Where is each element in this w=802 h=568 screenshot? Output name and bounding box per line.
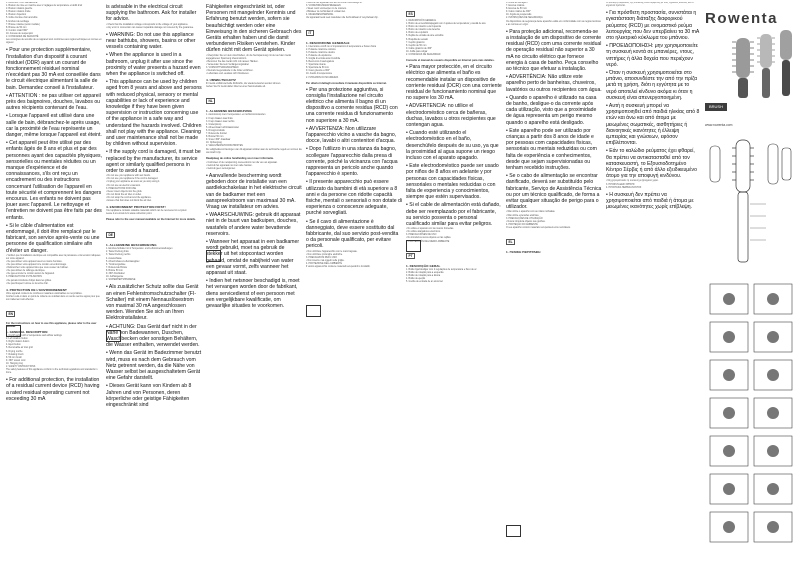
en-precautions-text: • Do not use your appliance with wet hands. • Do not use your appliance if the cord is damaged. • Unplug your appliance as soon as you stop using it. • Do not use an electric extension. 3. PRECAUTIONS FOR USE • Never insert objects into the grids. • Do not block the air inlet or outlet. • Do not wrap the cord around the appliance. • Ensure that hair does not block the air inlet. — [106, 175, 160, 203]
nl-online-note: Raadpleeg de online handleiding voor meer informatie. — [206, 156, 274, 160]
step-illustrations — [710, 284, 792, 542]
column-es-pt — [406, 2, 502, 566]
el-warning-rcd: • Για πρόσθετη προστασία, συνιστάται η εγκατάσταση διάταξης διαφορικού ρεύματος (RCD) με ονομαστικό ρεύμα λειτουργίας που δεν υπερβαίνει τα 30 mA στο ηλεκτρικό κύκλωμα του μπάνιου. — [606, 10, 700, 41]
product-photo-illustration — [732, 28, 798, 104]
en-warning-rcd: • For additional protection, the installation of a residual current device (RCD) having a rated residual operating current not exceeding 30 mA — [6, 377, 100, 402]
es-online-note: Consulte el manual de usuario disponible en Internet para más detalles. — [406, 59, 495, 63]
el-warning-cord: • Εάν το καλώδιο ρεύματος έχει φθαρεί, θα πρέπει να αντικατασταθεί από τον κατασκευαστή, το Εξουσιοδοτημένο Κέντρο Σέρβις ή από άλλο εξειδικευμένο άτομο για την αποφυγή κινδύνου. — [606, 148, 697, 180]
es-warning-water: • ADVERTENCIA: no utilice el electrodoméstico cerca de bañeras, duchas, lavabos u otros recipientes que contengan agua. — [406, 103, 496, 128]
pt-warning-cord: • Se o cabo de alimentação se encontrar danificado, deverá ser substituído pelo fabricante, Serviço de Assistência Técnica ou por um técnico qualificado, de forma a evitar qualquer situação de perigo para o utilizador. — [506, 173, 602, 211]
el-warning-unplug: • Όταν η συσκευή χρησιμοποιείται στο μπάνιο, αποσυνδέστε την από την πρίζα μετά τη χρήση, διότι η εγγύτητα με το νερό αποτελεί κίνδυνο ακόμα κι όταν η συσκευή είναι απενεργοποιημένη. — [606, 70, 698, 101]
en-environment-text: Your appliance contains valuable materials which can be recovered or recycled. Leave it at a local civic waste collection point. — [106, 210, 187, 216]
fr-warning-unplug: • Lorsque l'appareil est utilisé dans une salle de bain, débranchez-le après usage, car la proximité de l'eau représente un danger, même lorsque l'appareil est éteint. — [6, 113, 102, 138]
it-online-note: Per ulteriori dettagli consultare il manuale disponibile su Internet. — [306, 81, 387, 85]
fr-environment-text: Votre appareil contient de nombreux matériaux valorisables ou recyclables. Confiez celui-ci dans un point de collecte ou à défaut dans un centre service agréé pour que son traitement soit effectué. — [6, 292, 100, 301]
lang-badge-el: EL — [506, 239, 515, 245]
de-warning-rcd: • Als zusätzlicher Schutz sollte das Gerät an einen Fehlerstromschutzschalter (FI-Schalter) mit einem Nennauslösestrom von maximal 30 mA angeschlossen werden. Wenden Sie sich an Ihren Elektroinstallateur. — [106, 284, 199, 322]
nl-warning-unplug: • Wanneer het apparaat in een badkamer wordt gebruikt, moet na gebruik de stekker uit het stopcontact worden gehaald, omdat de nabijheid van water een gevaar vormt, zelfs wanneer het apparaat uit staat. — [206, 239, 300, 277]
nl-voltage-text: • Controleer of de netspanning overeenkomt met die van uw apparaat. • Gebruik het apparaat niet met natte handen. • Gebruik geen verlengsnoer. — [206, 161, 278, 170]
es-warning-children: • Este electrodoméstico puede ser usado por niños de 8 años en adelante y por personas con capacidades físicas, sensoriales o mentales reducidas o con falta de experiencia y conocimientos, siempre que estén supervisados. — [406, 163, 499, 201]
de-description-heading: 1. ALLGEMEINE BESCHREIBUNG — [106, 243, 157, 248]
warning-pictogram-de — [206, 250, 221, 262]
fr-warning-children: • Cet appareil peut être utilisé par des enfants âgés de 8 ans et plus et par des personnes ayant des capacités physiques, sensorielles ou mentales réduites ou un manque d'expérience et de connaissances, s'ils ont reçu un encadrement ou des instructions concernant l'utilisation de l'appareil en toute sécurité et comprennent les dangers encourus. Les enfants ne doivent pas jouer avec l'appareil. Le nettoyage et l'entretien ne doivent pas être faits par des enfants. — [6, 140, 102, 221]
en-warning-water: • WARNING: Do not use this appliance near bathtubs, showers, basins or other vessels containing water. — [106, 31, 196, 51]
de-warning-unplug: • Wenn das Gerät im Badezimmer benutzt wird, muss es nach dem Gebrauch vom Netz getrennt werden, da die Nähe von Wasser selbst bei ausgeschaltetem Gerät eine Gefahr darstellt. — [106, 350, 202, 382]
column-fr-en — [6, 2, 102, 566]
fr-warning-cord: • Si le câble d'alimentation est endommagé, il doit être remplacé par le fabricant, son service après-vente ou une personne de qualification similaire afin d'éviter un danger. — [6, 222, 100, 254]
lang-badge-nl: NL — [206, 98, 215, 104]
en-description-heading: 1. GENERAL DESCRIPTION — [6, 330, 48, 335]
it-warning-unplug: • Dopo l'utilizzo in una stanza da bagno, scollegare l'apparecchio dalla presa di corrente, poiché la vicinanza con l'acqua rappresenta un pericolo anche quando l'apparecchio è spento. — [306, 146, 398, 178]
es-precautions-text: • No utilice el aparato con las manos húmedas. • No utilice alargadores eléctricos. 3. PRECAUCIONES DE USO • No introduzca nunca objetos en las rejillas. 4. PROTECCIÓN DEL MEDIO AMBIENTE — [406, 228, 454, 243]
en-warning-unplug: • When the appliance is used in a bathroom, unplug it after use since the proximity of water presents a hazard even when the appliance is switched off. — [106, 52, 201, 78]
fr-warning-water: • ATTENTION : ne pas utiliser cet appareil près des baignoires, douches, lavabos ou autres récipients contenant de l'eau. — [6, 92, 101, 112]
es-description-text: 1. DESCRIPCIÓN GENERAL 1. Botón de encendido/apagado con 2 ajustes de temperatura y caudal de aire 2. Botón de rotación a la izquierda 3. Botón de rotación a la derecha 4. Botón de expulsión 5. Rejilla de entrada de aire extraíble 6. Boquilla de secado 7. Cepillo giratorio 8. Cepillo de 50 mm 9. Cable giratorio de 360° 10. Anilla para colgar 2. CONSIGNAS DE SEGURIDAD — [406, 20, 486, 57]
website-url: www.rowenta.com — [705, 123, 733, 127]
it-description-heading: 1. DESCRIZIONE GENERALE — [306, 40, 350, 45]
en-voltage-text: • Check that the installation voltage corresponds to the voltage of your appliance. • Any error in connection can cause irreparable damage not covered by the guarantee. — [106, 23, 194, 29]
brush-accessory-photo — [757, 34, 775, 98]
en-description-text: 1. On/off switch with 2 temperature and airflow settings 2. Left rotation button 3. Right rotation button 4. Eject button 5. Removable air inlet grid 6. Drying nozzle 7. Rotating brush 8. 50 mm brush 9. 360° swivel cord 10. Hanging ring 2. SAFETY INSTRUCTIONS The safety features of this appliance conform to the technical regulations and standards in force. — [6, 335, 98, 375]
it-warning-rcd: • Per una protezione aggiuntiva, si consiglia l'installazione nel circuito elettrico che alimenta il bagno di un dispositivo a corrente residua (RCD) con una corrente residua di funzionamento non superiore a 30 mA. — [306, 86, 398, 124]
pt-description-text: 1. Botão ligar/desligar com 2 regulações de temperatura e fluxo de ar 2. Botão de rotação para a esquerda 3. Botão de rotação para a direita 4. Botão de ejeção 5. Grelha de entrada de ar amovível — [406, 268, 477, 284]
it-warning-cord: • Se il cavo di alimentazione è danneggiato, deve essere sostituito dal fabbricante, dal suo servizio post-vendita o da personale qualificato, per evitare pericoli. — [306, 218, 399, 250]
de-warning-water: • ACHTUNG: Das Gerät darf nicht in der Nähe von Badewannen, Duschen, Waschbecken oder sonstigen Behältern, die Wasser enthalten, verwendet werden. — [106, 323, 200, 349]
lang-badge-es: ES — [406, 11, 415, 17]
pt-warning-children: • Este aparelho pode ser utilizado por crianças a partir dos 8 anos de idade e por pessoas com capacidades físicas, sensoriais ou mentais reduzidas ou com falta de experiência e conhecimentos, desde que sejam supervisionadas ou tenham recebido instruções. — [506, 127, 597, 172]
column-el — [606, 2, 700, 566]
en-manual-note: For the instructions on how to use this appliance, please refer to the user manual. — [6, 322, 97, 329]
de-environment-heading: 4. UMWELTSCHUTZ — [206, 78, 236, 83]
el-description-heading: 1. ΓΕΝΙΚΗ ΠΕΡΙΓΡΑΦΗ — [506, 250, 541, 254]
column-de-nl — [206, 2, 302, 566]
model-badge: BRUSH ACTIV — [705, 103, 727, 111]
fr-warning-rcd: • Pour une protection supplémentaire, l'installation d'un dispositif à courant résiduel (DDR) ayant un courant de fonctionnement résiduel nominal n'excédant pas 30 mA est conseillée dans le circuit électrique alimentant la salle de bain. Demandez conseil à l'installateur. — [6, 47, 101, 91]
it-warning-water: • AVVERTENZA: Non utilizzare l'apparecchio vicino a vasche da bagno, docce, lavabi o altri contenitori d'acqua. — [306, 125, 397, 145]
pt-warning-unplug: • Quando o aparelho é utilizado na casa de banho, desligue-o da corrente após cada utilização, visto que a proximidade de água representa um perigo mesmo quando o aparelho está desligado. — [506, 94, 597, 126]
nl-precautions-text: • Gebruik uw apparaat niet als het snoer beschadigd is. 3. VOORZORGSMAATREGELEN • Steek nooit voorwerpen in de roosters. • Blokkeer de luchtinlaat of -uitlaat niet. 4. MILIEUBESCHERMING Uw apparaat bevat veel materialen die herbruikbaar of recyclebaar zijn. — [306, 2, 379, 20]
brush-head-photo — [732, 38, 754, 98]
warning-pictogram-fr — [6, 325, 21, 337]
fr-precautions-text: • Vérifiez que l'installation électrique est compatible avec la puissance et la tension indiquées sur votre appareil. • Ne pas utiliser votre appareil avec les mains humides. • Ne pas utiliser votre appareil si le cordon est endommagé. • Débranchez votre appareil dès que vous cessez de l'utiliser. • Ne pas utiliser de rallonge électrique. • Ne pas enrouler le cordon autour de l'appareil. 3. PRÉCAUTIONS D'UTILISATION • Ne jamais introduire d'objet dans les grilles. • Ne pas bloquer l'entrée ou la sortie d'air. — [6, 254, 101, 285]
pt-warning-rcd: • Para proteção adicional, recomenda-se a instalação de um dispositivo de corrente residual (RCD) com uma corrente residual de operação residual não superior a 30 mA no circuito elétrico que fornece energia à casa de banho. Peça conselho ao técnico que efetuar a instalação. — [506, 28, 602, 72]
es-warning-unplug: • Cuando esté utilizando el electrodoméstico en el baño, desenchúfelo después de su uso, ya que la proximidad al agua supone un riesgo incluso con el aparato apagado. — [406, 130, 499, 161]
nl-warning-cord: • Indien het netsnoer beschadigd is, moet het vervangen worden door de fabrikant, diens servicedienst of een persoon met een vergelijkbare kwalificatie, om gevaarlijke situaties te voorkomen. — [206, 278, 300, 310]
en-online-note: Please refer to the user manual available on the Internet for more details. — [106, 218, 196, 222]
appliance-diagram — [706, 134, 798, 274]
it-precautions-text: • Non utilizzare l'apparecchio con le mani bagnate. • Non utilizzare prolunghe elettriche. 3. PRECAUZIONI PER L'USO • Non inserire mai oggetti nelle griglie. 4. PROTEZIONE DELL'AMBIENTE Il vostro apparecchio contiene materiali recuperabili o riciclabili. — [306, 250, 371, 269]
it-description-text: 1. Interruttore on/off con 2 impostazioni di temperatura e flusso d'aria 2. Pulsante rotazione sinistra 3. Pulsante rotazione destra 4. Pulsante di espulsione 5. Griglia di entrata aria rimovibile 6. Beccuccio di asciugatura 7. Spazzola rotante 8. Spazzola da 50 mm 9. Cavo girevole a 360° 10. Anello di sospensione 2. ISTRUZIONI DI SICUREZZA — [306, 45, 376, 79]
warning-pictogram-pt — [506, 525, 521, 537]
warning-pictogram-en — [106, 330, 121, 342]
pt-description-heading: 1. DESCRIÇÃO GERAL — [406, 263, 441, 268]
fr-environment-heading: 4. PROTECTION DE L'ENVIRONNEMENT — [6, 287, 67, 292]
nl-description-text: 1. Aan/uit-knop met 2 temperatuur- en luchtstroomstanden 2. Knop draaien naar links 3. Knop draaien naar rechts 4. Uitwerpknop 5. Afneembaar luchtinlaatrooster 6. Droogmondstuk 7. Roterende borstel 8. Borstel 50 mm 9. Snoer 360° draaibaar 10. Ophangoog 2. VEILIGHEIDSVOORSCHRIFTEN De veiligheidsvoorzieningen van dit apparaat voldoen aan de technische regels en normen die van kracht zijn. — [206, 114, 302, 154]
appliance-main-drawing — [732, 140, 754, 262]
brand-logo: Rowenta — [705, 10, 779, 27]
el-warning-water: • ΠΡΟΕΙΔΟΠΟΙΗΣΗ: μην χρησιμοποιείτε τη συσκευή κοντά σε μπανιέρες, ντους, νιπτήρες ή άλλα δοχεία που περιέχουν νερό. — [606, 43, 698, 68]
lang-badge-pt: PT — [406, 253, 415, 259]
de-precautions-text: • Überprüfen Sie vor dem Anschließen, ob die Netzspannung mit der auf dem Gerät angegebenen Spannung übereinstimmt. • Benutzen Sie das Gerät nicht mit nassen Händen. • Verwenden Sie kein Verlängerungskabel. 3. VORSICHTSMASSNAHMEN • Niemals Gegenstände in die Gitter einführen. • Lufteinlass und -auslass nicht blockieren. — [206, 54, 291, 76]
de-description-text: 1. Ein/Aus-Schalter mit 2 Temperatur- und Luftstromeinstellungen 2. Taste Drehung links 3. Taste Drehung rechts 4. Auswurftaste 5. Abnehmbares Lufteinlassgitter 6. Trocknungsdüse 7. Rotierende Bürste 8. Bürste 50 mm 9. 360°-Drehkabel 10. Aufhängeöse 2. SICHERHEITSHINWEISE — [106, 248, 173, 282]
it-warning-children: • Il presente apparecchio può essere utilizzato da bambini di età superiore a 8 anni e da persone con ridotte capacità fisiche, mentali o sensoriali o non dotate di esperienza o conoscenze adeguate, purché sorvegliati. — [306, 179, 402, 217]
fr-description-text: 1. DESCRIPTION GÉNÉRALE 1. Bouton de mise en marche avec 2 réglages de température et débit d'air 2. Bouton rotation gauche 3. Bouton rotation droite 4. Bouton d'éjection 5. Grille d'entrée d'air amovible 6. Embout de séchage 7. Brosse rotative (selon modèle) 8. Brosse de 50 mm 9. Cordon rotatif 360° 10. Anneau de suspension 2. CONSIGNES DE SÉCURITÉ Les consignes de sécurité de cet appareil sont conformes aux règles techniques et normes en vigueur. — [6, 2, 102, 45]
lang-badge-it: IT — [306, 30, 314, 36]
de-environment-text: Ihr Gerät enthält wertvolle Rohstoffe, die wiederverwertet werden können. Geben Sie Ihr Gerät daher bitte bei einer Sammelstelle ab. — [206, 83, 281, 89]
el-precautions-text: • Μη χρησιμοποιείτε τη συσκευή με βρεγμένα χέρια. 3. ΠΡΟΦΥΛΑΞΕΙΣ ΧΡΗΣΗΣ 4. ΠΡΟΣΤΑΣΙΑ ΠΕΡΙΒΑΛΛΟΝΤΟΣ — [606, 180, 659, 189]
warning-pictogram-it — [306, 305, 321, 317]
pt-precautions-text: • Não utilize o aparelho com as mãos molhadas. • Não utilize extensões elétricas. 3. PRECAUÇÕES DE UTILIZAÇÃO • Nunca introduza objetos nas grelhas. 4. PROTEÇÃO DO AMBIENTE O seu aparelho contém materiais recuperáveis e/ou recicláveis. — [506, 211, 571, 229]
de-warning-children: • Dieses Gerät kann von Kindern ab 8 Jahren und von Personen, deren körperliche oder geistige Fähigkeiten eingeschränkt sind — [106, 383, 192, 408]
nl-description-heading: 1. ALGEMENE BESCHRIJVING — [206, 109, 252, 114]
usage-steps-diagram — [706, 280, 798, 560]
el-warning-children: • Αυτή η συσκευή μπορεί να χρησιμοποιηθεί από παιδιά ηλικίας από 8 ετών και άνω και από άτομα με μειωμένες σωματικές, αισθητήριες ή διανοητικές ικανότητες ή έλλειψη εμπειρίας και γνώσεων, εφόσον επιβλέπονται. — [606, 103, 700, 147]
en-warning-cord: • If the supply cord is damaged, it must be replaced by the manufacturer, its service agent or similarly qualified persons in order to avoid a hazard. — [106, 149, 201, 175]
en-warning-rcd-cont: is advisable in the electrical circuit supplying the bathroom. Ask for installer for advice. — [106, 4, 197, 23]
en-warning-children: • This appliance can be used by children aged from 8 years and above and persons with reduced physical, sensory or mental capabilities or lack of experience and knowledge if they have been given supervision or instruction concerning use of the appliance in a safe way and understand the hazards involved. Children shall not play with the appliance. Cleaning and user maintenance shall not be made by children without supervision. — [106, 79, 202, 148]
pt-warning-water: • ADVERTÊNCIA: Não utilize este aparelho perto de banheiras, chuveiros, lavatórios ou outros recipientes com água. — [506, 74, 602, 93]
column-nl-it — [306, 2, 402, 566]
nl-warning-water: • WAARSCHUWING: gebruik dit apparaat niet in de buurt van badkuipen, douches, wastafels of andere water bevattende reservoirs. — [206, 212, 301, 237]
column-pt-el — [506, 2, 602, 566]
el-warning-supervision: • Η συσκευή δεν πρέπει να χρησιμοποιείται από παιδιά ή άτομα με μειωμένες ικανότητες χωρίς επίβλεψη. — [606, 191, 694, 211]
es-warning-rcd: • Para mayor protección, en el circuito eléctrico que alimenta el baño es recomendable instalar un dispositivo de corriente residual (DCR) con una corriente residual de funcionamiento nominal que no supere los 30 mA. — [406, 64, 502, 102]
step-hair-sketches — [723, 293, 779, 533]
callout-lines — [750, 204, 766, 240]
de-warning-children-cont: Fähigkeiten eingeschränkt ist, oder Personen mit mangelnder Kenntnis und Erfahrung benutzt werden, sofern sie beaufsichtigt werden oder eine Einweisung in den sicheren Gebrauch des Geräts erhalten haben und die damit verbundenen Risiken verstehen. Kinder dürfen nicht mit dem Gerät spielen. — [206, 4, 302, 54]
es-warning-cord: • Si el cable de alimentación está dañado, debe ser reemplazado por el fabricante, su servicio posventa o personal cualificado similar para evitar peligros. — [406, 202, 501, 227]
lang-badge-de: DE — [106, 232, 115, 238]
column-en-de — [106, 2, 202, 566]
nl-warning-rcd: • Aanvullende bescherming wordt geboden door de installatie van een aardlekschakelaar in het elektrische circuit van de badkamer met een aanspreekstroom van maximaal 30 mA. Vraag uw installateur om advies. — [206, 172, 302, 210]
pt-description-text-cont: 6. Bocal de secagem 7. Escova rotativa 8. Escova de 50 mm 9. Cabo rotativo de 360° 10. Argola de suspensão 2. INSTRUÇÕES DE SEGURANÇA Os dispositivos de segurança deste aparelho estão em conformidade com as regras técnicas e as normas em vigor. — [506, 2, 601, 26]
nozzle-accessory-photo — [780, 30, 792, 96]
el-intro-text: Οι διατάξεις ασφαλείας της συσκευής είναι σύμφωνες με τους τεχνικούς κανόνες και τα ισχύοντα πρότυπα. — [606, 2, 694, 8]
lang-badge-en: EN — [6, 311, 15, 317]
en-environment-heading: 4. ENVIRONMENT PROTECTION FIRST! — [106, 205, 166, 210]
warning-pictogram-es — [406, 240, 421, 252]
